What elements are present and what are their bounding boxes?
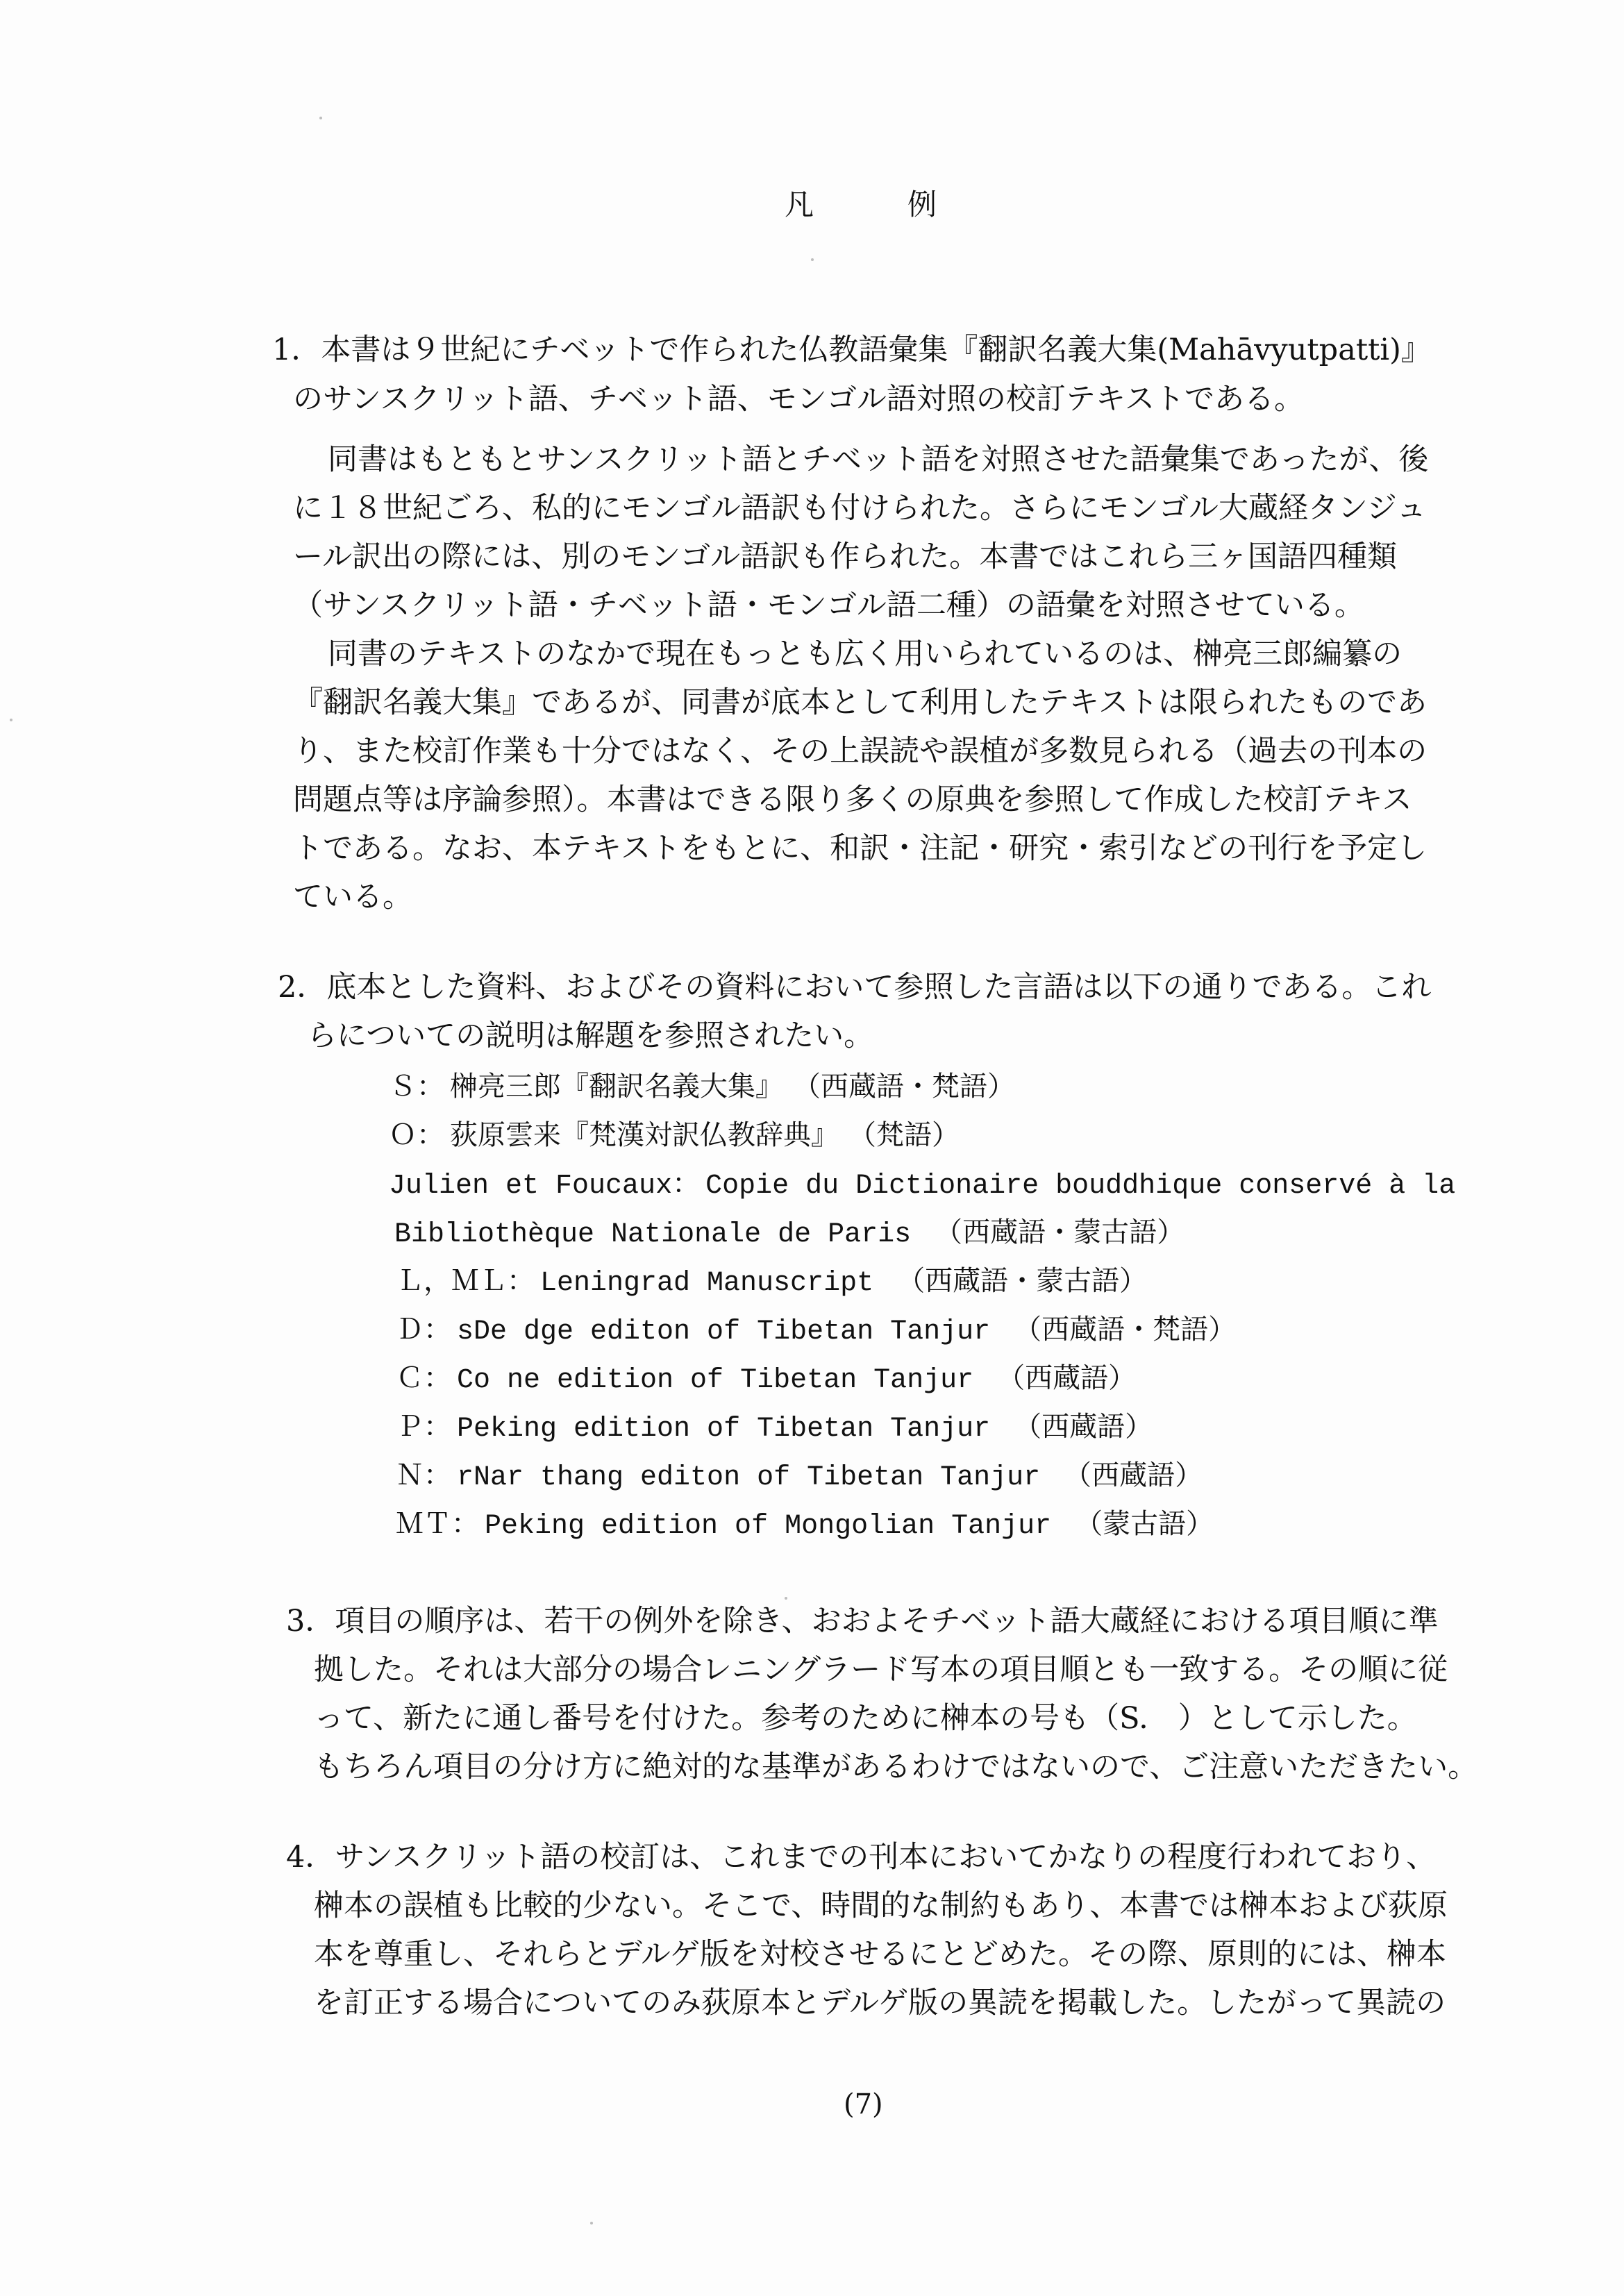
source-entry xyxy=(396,1359,1136,1400)
section-4-line: 4．サンスクリット語の校訂は、これまでの刊本においてかなりの程度行われており、 xyxy=(286,1840,1437,1875)
source-entry xyxy=(396,1456,1203,1498)
source-lang: （西蔵語・蒙古語） xyxy=(897,1265,1148,1297)
source-entry xyxy=(396,1310,1236,1352)
section-1-line: り、また校訂作業も十分ではなく、その上誤読や誤植が多数見られる（過去の刊本の xyxy=(293,734,1428,769)
source-text: 荻原雲来『梵漢対訳仏教辞典』 xyxy=(450,1122,839,1153)
source-key: Ｐ： xyxy=(396,1411,451,1443)
scan-speck xyxy=(590,2222,593,2224)
section-4-line: 本を尊重し、それらとデルゲ版を対校させるにとどめた。その際、原則的には、榊本 xyxy=(314,1937,1446,1972)
section-3-line: って、新たに通し番号を付けた。参考のために榊本の号も（S. ）として示した。 xyxy=(314,1701,1417,1736)
section-2-line: らについての説明は解題を参照されたい。 xyxy=(307,1019,874,1053)
section-3-line: 3．項目の順序は、若干の例外を除き、おおよそチベット語大蔵経における項目順に準 xyxy=(286,1604,1439,1639)
source-text: rNar thang editon of Tibetan Tanjur xyxy=(457,1462,1041,1493)
source-key: Ｌ，ＭＬ： xyxy=(396,1265,535,1297)
source-entry xyxy=(396,1262,1147,1303)
section-1-line: に１８世紀ごろ、私的にモンゴル語訳も付けられた。さらにモンゴル大蔵経タンジュ xyxy=(293,491,1427,526)
source-text: Co ne edition of Tibetan Tanjur xyxy=(457,1365,974,1396)
section-1-line: ール訳出の際には、別のモンゴル語訳も作られた。本書ではこれら三ヶ国語四種類 xyxy=(293,539,1398,574)
source-lang: （西蔵語） xyxy=(1064,1459,1203,1491)
section-1-line: ている。 xyxy=(293,880,412,914)
source-key: Ｄ： xyxy=(396,1314,451,1346)
source-entry xyxy=(396,1407,1153,1449)
source-entry xyxy=(396,1505,1214,1546)
source-lang: （西蔵語） xyxy=(1014,1411,1153,1443)
title-char-2: 例 xyxy=(907,187,937,221)
section-1-line: トである。なお、本テキストをもとに、和訳・注記・研究・索引などの刊行を予定し xyxy=(293,831,1428,866)
source-key: Ｎ： xyxy=(396,1459,451,1491)
section-4-line: を訂正する場合についてのみ荻原本とデルゲ版の異読を掲載した。したがって異読の xyxy=(314,1986,1446,2020)
source-lang: （西蔵語） xyxy=(997,1362,1137,1394)
source-text: Copie du Dictionaire bouddhique conservé à la xyxy=(705,1171,1456,1202)
section-3-line: 拠した。それは大部分の場合レニングラード写本の項目順とも一致する。その順に従 xyxy=(314,1652,1448,1687)
source-entry xyxy=(389,1116,960,1157)
source-key: Ｓ： xyxy=(389,1071,444,1103)
source-lang: （西蔵語・梵語） xyxy=(807,1071,1015,1103)
section-1-line: 問題点等は序論参照）。本書はできる限り多くの原典を参照して作成した校訂テキス xyxy=(293,782,1412,817)
scan-speck xyxy=(319,117,322,119)
section-4-line: 榊本の誤植も比較的少ない。そこで、時間的な制約もあり、本書では榊本および荻原 xyxy=(314,1888,1448,1923)
section-1-line: 同書はもともとサンスクリット語とチベット語を対照させた語彙集であったが、後 xyxy=(328,442,1429,477)
section-1-line: 1．本書は９世紀にチベットで作られた仏教語彙集『翻訳名義大集(Mahāvyutpatti)』 xyxy=(272,333,1431,367)
source-text: Leningrad Manuscript xyxy=(540,1268,874,1299)
page-number: (7) xyxy=(844,2088,883,2120)
source-lang: （西蔵語・梵語） xyxy=(1014,1314,1237,1346)
source-text: 榊亮三郎『翻訳名義大集』 xyxy=(450,1073,783,1105)
title-char-1: 凡 xyxy=(785,187,814,221)
source-lang: （梵語） xyxy=(862,1119,960,1151)
source-key: ＭＴ： xyxy=(396,1508,479,1540)
section-2-line: 2．底本とした資料、およびその資料において参照した言語は以下の通りである。これ xyxy=(278,970,1432,1005)
section-1-line: 『翻訳名義大集』であるが、同書が底本として利用したテキストは限られたものであ xyxy=(293,685,1428,720)
source-entry xyxy=(389,1213,1184,1255)
source-entry xyxy=(389,1067,1015,1109)
section-1-line: のサンスクリット語、チベット語、モンゴル語対照の校訂テキストである。 xyxy=(293,382,1304,417)
source-entry xyxy=(389,1164,1479,1206)
source-text: sDe dge editon of Tibetan Tanjur xyxy=(457,1316,991,1348)
source-text: Peking edition of Mongolian Tanjur xyxy=(485,1511,1052,1542)
source-lang: （蒙古語） xyxy=(1075,1508,1214,1540)
scan-speck xyxy=(785,1597,787,1600)
source-text: Bibliothèque Nationale de Paris xyxy=(394,1219,912,1250)
source-text: Peking edition of Tibetan Tanjur xyxy=(457,1414,991,1445)
source-key: Ｃ： xyxy=(396,1362,451,1394)
section-3-line: もちろん項目の分け方に絶対的な基準があるわけではないので、ご注意いただきたい。 xyxy=(314,1750,1478,1784)
scan-speck xyxy=(811,258,814,261)
source-lang: （西蔵語・蒙古語） xyxy=(935,1216,1185,1248)
source-key: Ｏ： xyxy=(389,1119,444,1151)
section-1-line: （サンスクリット語・チベット語・モンゴル語二種）の語彙を対照させている。 xyxy=(293,588,1364,623)
scan-speck xyxy=(10,719,12,721)
section-1-line: 同書のテキストのなかで現在もっとも広く用いられているのは、榊亮三郎編纂の xyxy=(328,637,1403,671)
source-key: Julien et Foucaux： xyxy=(389,1171,701,1202)
page-title xyxy=(785,182,937,224)
